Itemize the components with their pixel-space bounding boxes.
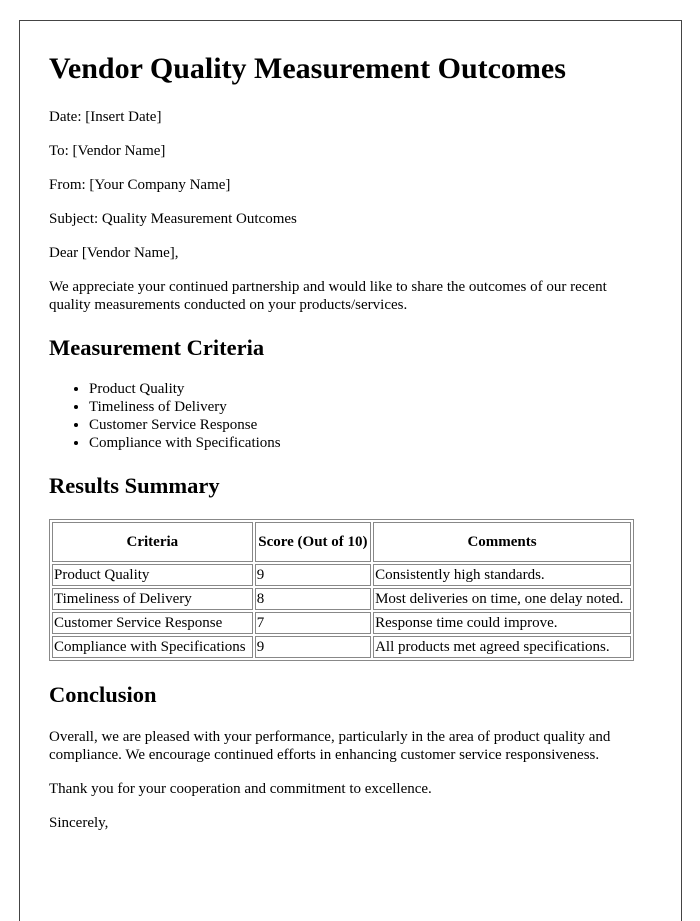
criteria-item: • Compliance with Specifications [89,434,652,452]
conclusion-heading: Conclusion [49,682,157,707]
intro-paragraph: We appreciate your continued partnership and would like to share the outcomes of our recent quality measurements conducted on your products/services. [49,279,607,313]
cell-comments: Response time could improve. [373,612,631,634]
to-line: To: [Vendor Name] [49,143,166,159]
table-header-row [52,522,631,562]
cell-score: 9 [255,564,371,586]
column-header-score: Score (Out of 10) [255,522,371,562]
subject-line: Subject: Quality Measurement Outcomes [49,211,297,227]
cell-comments: All products met agreed specifications. [373,636,631,658]
table-row [52,636,631,658]
criteria-list [49,380,652,452]
table-row [52,612,631,634]
cell-comments: Most deliveries on time, one delay noted. [373,588,631,610]
cell-criteria: Customer Service Response [52,612,253,634]
cell-criteria: Timeliness of Delivery [52,588,253,610]
column-header-criteria: Criteria [52,522,253,562]
letter-title: Vendor Quality Measurement Outcomes [49,52,566,85]
thanks-paragraph: Thank you for your cooperation and commitment to excellence. [49,781,432,797]
cell-score: 9 [255,636,371,658]
closing-line: Sincerely, [49,815,109,831]
table-row [52,564,631,586]
from-line: From: [Your Company Name] [49,177,231,193]
cell-score: 8 [255,588,371,610]
letter-page [19,20,682,921]
results-table [49,519,634,661]
cell-score: 7 [255,612,371,634]
results-heading: Results Summary [49,473,220,498]
criteria-item: • Timeliness of Delivery [89,398,652,416]
criteria-heading: Measurement Criteria [49,335,265,360]
column-header-comments: Comments [373,522,631,562]
conclusion-paragraph: Overall, we are pleased with your performance, particularly in the area of product quality and compliance. We encourage continued efforts in enhancing customer service responsiveness. [49,729,611,763]
criteria-item: • Customer Service Response [89,416,652,434]
cell-criteria: Compliance with Specifications [52,636,253,658]
table-row [52,588,631,610]
date-line: Date: [Insert Date] [49,109,162,125]
salutation: Dear [Vendor Name], [49,245,179,261]
cell-criteria: Product Quality [52,564,253,586]
cell-comments: Consistently high standards. [373,564,631,586]
criteria-item: • Product Quality [89,380,652,398]
